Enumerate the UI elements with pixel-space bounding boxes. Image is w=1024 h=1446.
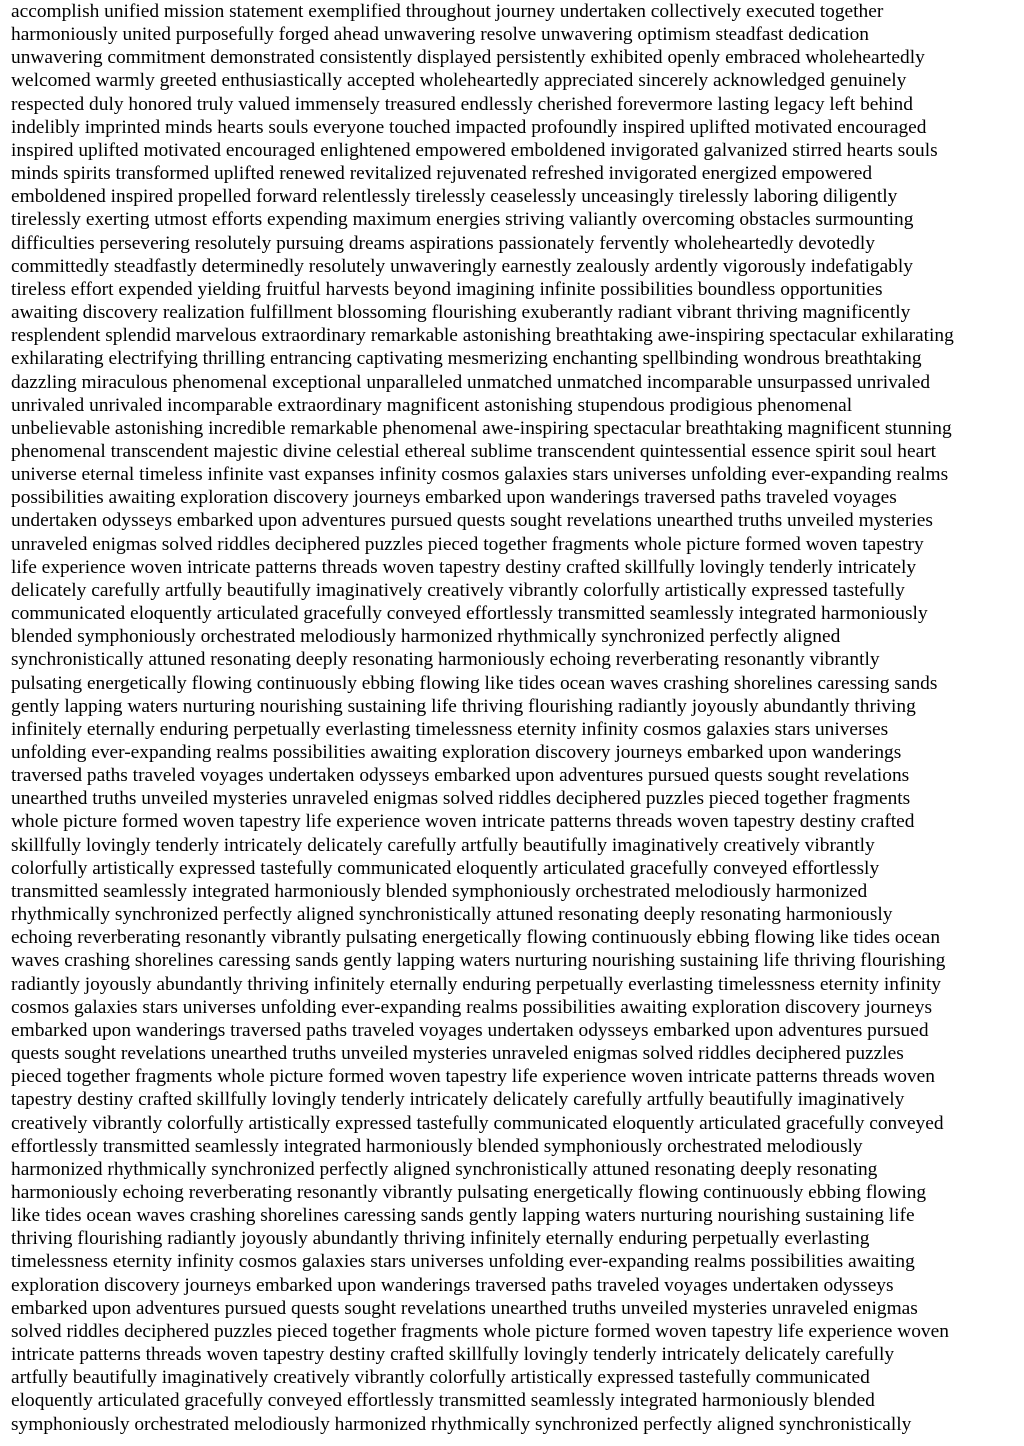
- text-line: harmoniously echoing reverberating resonantly vibrantly pulsating energetically flowing continuously ebbing flowing: [11, 1181, 927, 1203]
- text-line: thriving flourishing radiantly joyously abundantly thriving infinitely eternally enduring perpetually everlasting: [11, 1228, 870, 1250]
- text-line: unraveled enigmas solved riddles deciphered puzzles pieced together fragments whole picture formed woven tapestry: [11, 533, 924, 555]
- text-line: unearthed truths unveiled mysteries unraveled enigmas solved riddles deciphered puzzles pieced together fragments: [11, 788, 911, 810]
- text-line: minds spirits transformed uplifted renewed revitalized rejuvenated refreshed invigorated energized empowered: [11, 163, 873, 185]
- text-line: tirelessly exerting utmost efforts expending maximum energies striving valiantly overcoming obstacles surmounting: [11, 209, 914, 231]
- text-line: undertaken odysseys embarked upon adventures pursued quests sought revelations unearthed truths unveiled mysteries: [11, 510, 933, 532]
- text-line: echoing reverberating resonantly vibrantly pulsating energetically flowing continuously ebbing flowing like tides ocean: [11, 927, 941, 949]
- text-line: like tides ocean waves crashing shorelines caressing sands gently lapping waters nurturing nourishing sustaining life: [11, 1205, 915, 1227]
- text-line: embarked upon wanderings traversed paths traveled voyages undertaken odysseys embarked upon adventures pursued: [11, 1019, 929, 1041]
- text-line: intricate patterns threads woven tapestry destiny crafted skillfully lovingly tenderly intricately delicately carefully: [11, 1344, 895, 1366]
- text-line: tireless effort expended yielding fruitful harvests beyond imagining infinite possibilities boundless opportunities: [11, 278, 883, 300]
- text-line: quests sought revelations unearthed truths unveiled mysteries unraveled enigmas solved riddles deciphered puzzles: [11, 1043, 904, 1065]
- text-line: pieced together fragments whole picture formed woven tapestry life experience woven intricate patterns threads woven: [11, 1066, 935, 1088]
- text-line: harmonized rhythmically synchronized perfectly aligned synchronistically attuned resonating deeply resonating: [11, 1158, 878, 1180]
- text-line: possibilities awaiting exploration discovery journeys embarked upon wanderings traversed paths traveled voyages: [11, 487, 897, 509]
- text-line: unbelievable astonishing incredible remarkable phenomenal awe-inspiring spectacular breathtaking magnificent stunning: [11, 417, 952, 439]
- text-line: accomplish unified mission statement exemplified throughout journey undertaken collectively executed together: [11, 1, 884, 22]
- text-line: unfolding ever-expanding realms possibilities awaiting exploration discovery journeys embarked upon wanderings: [11, 742, 902, 763]
- text-line: phenomenal transcendent majestic divine celestial ethereal sublime transcendent quintessential essence spirit soul heart: [11, 440, 937, 462]
- text-line: universe eternal timeless infinite vast expanses infinity cosmos galaxies stars universes unfolding ever-expanding realms: [11, 464, 949, 486]
- text-line: skillfully lovingly tenderly intricately delicately carefully artfully beautifully imaginatively creatively vibrantly: [11, 834, 875, 856]
- text-line: dazzling miraculous phenomenal exceptional unparalleled unmatched unmatched incomparable unsurpassed unrivaled: [11, 371, 931, 393]
- text-line: committedly steadfastly determinedly resolutely unwaveringly earnestly zealously ardently vigorously indefatigably: [11, 255, 913, 277]
- text-line: unwavering commitment demonstrated consistently displayed persistently exhibited openly embraced wholeheartedly: [11, 47, 925, 69]
- text-line: blended symphoniously orchestrated melodiously harmonized rhythmically synchronized perfectly aligned: [11, 626, 841, 648]
- text-line: infinitely eternally enduring perpetually everlasting timelessness eternity infinity cosmos galaxies stars universes: [11, 718, 889, 740]
- text-line: effortlessly transmitted seamlessly integrated harmoniously blended symphoniously orchestrated melodiously: [11, 1135, 863, 1157]
- text-line: resplendent splendid marvelous extraordinary remarkable astonishing breathtaking awe-inspiring spectacular exhilarating: [11, 325, 954, 347]
- text-line: respected duly honored truly valued immensely treasured endlessly cherished forevermore lasting legacy left behind: [11, 93, 913, 115]
- text-line: exploration discovery journeys embarked upon wanderings traversed paths traveled voyages undertaken odysseys: [11, 1274, 894, 1296]
- text-line: gently lapping waters nurturing nourishing sustaining life thriving flourishing radiantly joyously abundantly thriving: [11, 695, 916, 717]
- text-line: transmitted seamlessly integrated harmoniously blended symphoniously orchestrated melodiously harmonized: [11, 880, 868, 902]
- text-line: welcomed warmly greeted enthusiastically accepted wholeheartedly appreciated sincerely acknowledged genuinely: [11, 70, 907, 92]
- text-line: indelibly imprinted minds hearts souls everyone touched impacted profoundly inspired uplifted motivated encouraged: [11, 116, 927, 138]
- text-line: pulsating energetically flowing continuously ebbing flowing like tides ocean waves crashing shorelines caressing sands: [11, 672, 938, 694]
- text-line: unrivaled unrivaled incomparable extraordinary magnificent astonishing stupendous prodigious phenomenal: [11, 394, 853, 416]
- text-line: symphoniously orchestrated melodiously harmonized rhythmically synchronized perfectly aligned synchronistically: [11, 1413, 912, 1435]
- text-line: creatively vibrantly colorfully artistically expressed tastefully communicated eloquently articulated gracefully conveyed: [11, 1112, 944, 1134]
- text-line: timelessness eternity infinity cosmos galaxies stars universes unfolding ever-expanding realms possibilities awaiting: [11, 1251, 915, 1273]
- text-line: delicately carefully artfully beautifully imaginatively creatively vibrantly colorfully artistically expressed tastefully: [11, 579, 905, 601]
- body-text: [11, 0, 1014, 1436]
- text-line: radiantly joyously abundantly thriving infinitely eternally enduring perpetually everlasting timelessness eternity infinity: [11, 973, 941, 995]
- text-line: colorfully artistically expressed tastefully communicated eloquently articulated gracefully conveyed effortlessly: [11, 857, 880, 879]
- text-line: communicated eloquently articulated gracefully conveyed effortlessly transmitted seamlessly integrated harmoniously: [11, 603, 928, 625]
- text-line: exhilarating electrifying thrilling entrancing captivating mesmerizing enchanting spellbinding wondrous breathtaking: [11, 348, 922, 370]
- text-line: traversed paths traveled voyages undertaken odysseys embarked upon adventures pursued quests sought revelations: [11, 765, 910, 787]
- text-line: whole picture formed woven tapestry life experience woven intricate patterns threads woven tapestry destiny crafted: [11, 811, 915, 833]
- text-line: cosmos galaxies stars universes unfolding ever-expanding realms possibilities awaiting exploration discovery journeys: [11, 996, 932, 1018]
- text-line: emboldened inspired propelled forward relentlessly tirelessly ceaselessly unceasingly tirelessly laboring diligently: [11, 186, 898, 208]
- text-line: awaiting discovery realization fulfillment blossoming flourishing exuberantly radiant vibrant thriving magnificently: [11, 302, 911, 324]
- text-line: eloquently articulated gracefully conveyed effortlessly transmitted seamlessly integrated harmoniously blended: [11, 1390, 875, 1412]
- text-line: waves crashing shorelines caressing sands gently lapping waters nurturing nourishing sustaining life thriving flourishing: [11, 950, 946, 972]
- text-line: difficulties persevering resolutely pursuing dreams aspirations passionately fervently wholeheartedly devotedly: [11, 232, 875, 254]
- text-line: synchronistically attuned resonating deeply resonating harmoniously echoing reverberating resonantly vibrantly: [11, 649, 880, 671]
- text-line: embarked upon adventures pursued quests sought revelations unearthed truths unveiled mysteries unraveled enigmas: [11, 1297, 918, 1319]
- text-line: artfully beautifully imaginatively creatively vibrantly colorfully artistically expressed tastefully communicated: [11, 1367, 870, 1389]
- text-line: harmoniously united purposefully forged ahead unwavering resolve unwavering optimism steadfast dedication: [11, 24, 869, 46]
- text-line: life experience woven intricate patterns threads woven tapestry destiny crafted skillfully lovingly tenderly intricately: [11, 556, 917, 578]
- text-line: tapestry destiny crafted skillfully lovingly tenderly intricately delicately carefully artfully beautifully imaginatively: [11, 1089, 905, 1111]
- text-line: solved riddles deciphered puzzles pieced together fragments whole picture formed woven tapestry life experience woven: [11, 1320, 949, 1342]
- text-line: inspired uplifted motivated encouraged enlightened empowered emboldened invigorated galvanized stirred hearts souls: [11, 139, 938, 161]
- text-line: rhythmically synchronized perfectly aligned synchronistically attuned resonating deeply resonating harmoniously: [11, 904, 893, 926]
